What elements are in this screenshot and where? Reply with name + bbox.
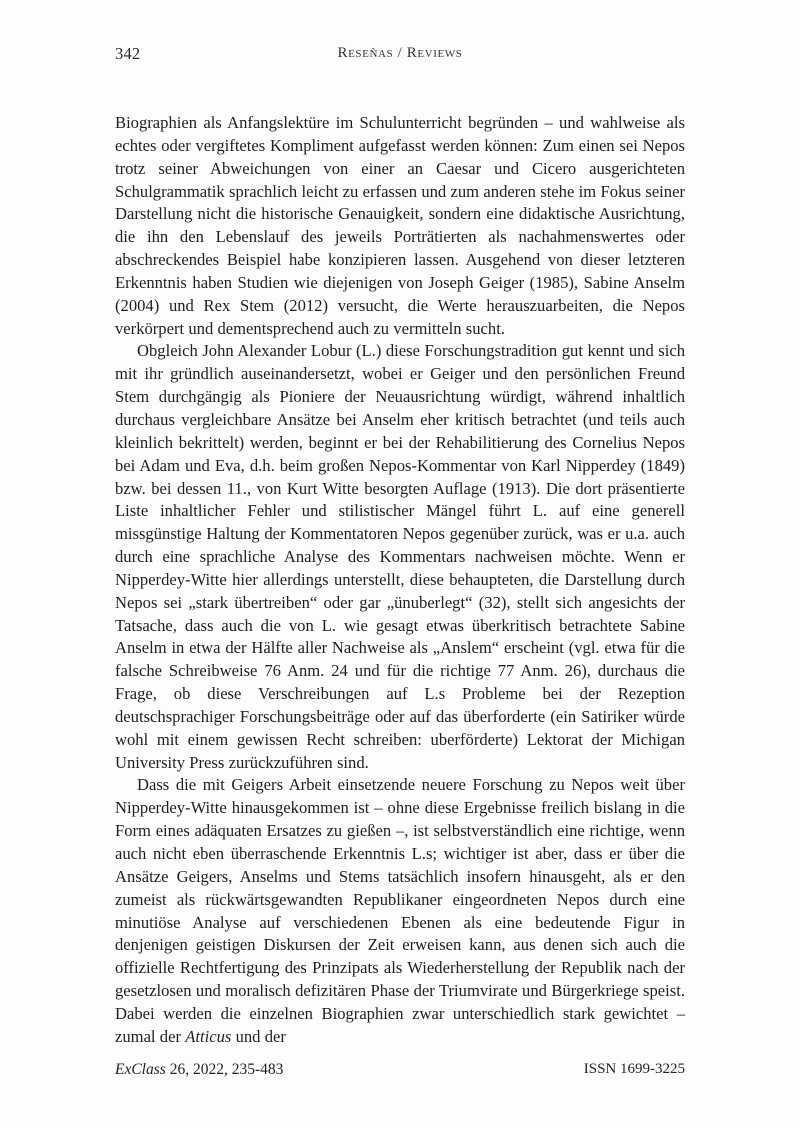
journal-volume-year-pages: 26, 2022, 235-483	[165, 1061, 284, 1078]
running-head	[115, 44, 685, 68]
body-text-block	[115, 112, 685, 1049]
journal-name: ExClass	[115, 1061, 166, 1078]
page-number: 342	[115, 44, 141, 63]
paragraph-3-text-before-italic: Dass die mit Geigers Arbeit einsetzende neuere Forschung zu Nepos weit über Nipperdey-Witte hinausgekommen ist – ohne diese Ergebnisse freilich bislang in die Form eines adäquaten Ersatzes zu gießen –, ist selbstverständlich eine richtige, wenn auch nicht eben überraschende Erkenntnis L.s; wichtiger ist aber, dass er über die Ansätze Geigers, Anselms und Stems tatsächlich insofern hinausgeht, als er den zumeist als rückwärtsgewandten Republikaner eingeordneten Nepos durch eine minutiöse Analyse auf verschiedenen Ebenen als eine bedeutende Figur in denjenigen geistigen Diskursen der Zeit erweisen kann, aus denen sich auch die offizielle Rechtfertigung des Prinzipats als Wiederherstellung der Republik nach der gesetzlosen und moralisch defizitären Phase der Triumvirate und Bürgerkriege speist. Dabei werden die einzelnen Biographien zwar unterschiedlich stark gewichtet – zumal der	[115, 775, 685, 1046]
issn: ISSN 1699-3225	[583, 1061, 685, 1077]
journal-reference	[115, 1061, 283, 1079]
paragraph-3-text-after-italic: und der	[231, 1026, 286, 1046]
work-title-atticus: Atticus	[185, 1026, 232, 1046]
page-footer	[115, 1061, 685, 1083]
paragraph-3	[115, 774, 685, 1048]
paragraph-2: Obgleich John Alexander Lobur (L.) diese Forschungstradition gut kennt und sich mit ihr gründlich auseinandersetzt, wobei er Geiger und den persönlichen Freund Stem durchgängig als Pioniere der Neuausrichtung würdigt, während inhaltlich durchaus vergleichbare Ansätze bei Anselm eher kritisch betrachtet (und teils auch kleinlich bekrittelt) werden, beginnt er bei der Rehabilitierung des Cornelius Nepos bei Adam und Eva, d.h. beim großen Nepos-Kommentar von Karl Nipperdey (1849) bzw. bei dessen 11., von Kurt Witte besorgten Auflage (1913). Die dort präsentierte Liste inhaltlicher Fehler und stilistischer Mängel führt L. auf eine generell missgünstige Haltung der Kommentatoren Nepos gegenüber zurück, was er u.a. auch durch eine sprachliche Analyse des Kommentars nachweisen möchte. Wenn er Nipperdey-Witte hier allerdings unterstellt, diese behaupteten, die Darstellung durch Nepos sei „stark übertreiben“ oder gar „ünuberlegt“ (32), stellt sich angesichts der Tatsache, dass auch die von L. wie gesagt etwas überkritisch betrachtete Sabine Anselm in etwa der Hälfte aller Nachweise als „Anslem“ erscheint (vgl. etwa für die falsche Schreibweise 76 Anm. 24 und für die richtige 77 Anm. 26), durchaus die Frage, ob diese Verschreibungen auf L.s Probleme bei der Rezeption deutschsprachiger Forschungsbeiträge oder auf das überforderte (ein Satiriker würde wohl mit einem gewissen Recht schreiben: uberförderte) Lektorat der Michigan University Press zurückzuführen sind.	[115, 341, 685, 772]
section-title: Reseñas / Reviews	[337, 45, 463, 61]
paragraph-1: Biographien als Anfangslektüre im Schulunterricht begründen – und wahlweise als echtes oder vergiftetes Kompliment aufgefasst werden können: Zum einen sei Nepos trotz seiner Abweichungen von einer an Caesar und Cicero ausgerichteten Schulgrammatik sprachlich leicht zu erfassen und zum anderen stehe im Fokus seiner Darstellung nicht die historische Genauigkeit, sondern eine didaktische Ausrichtung, die ihn den Lebenslauf des jeweils Porträtierten als nachahmenswertes oder abschreckendes Beispiel habe konzipieren lassen. Ausgehend von dieser letzteren Erkenntnis haben Studien wie diejenigen von Joseph Geiger (1985), Sabine Anselm (2004) und Rex Stem (2012) versucht, die Werte herauszuarbeiten, die Nepos verkörpert und dementsprechend auch zu vermitteln sucht.	[115, 113, 685, 338]
